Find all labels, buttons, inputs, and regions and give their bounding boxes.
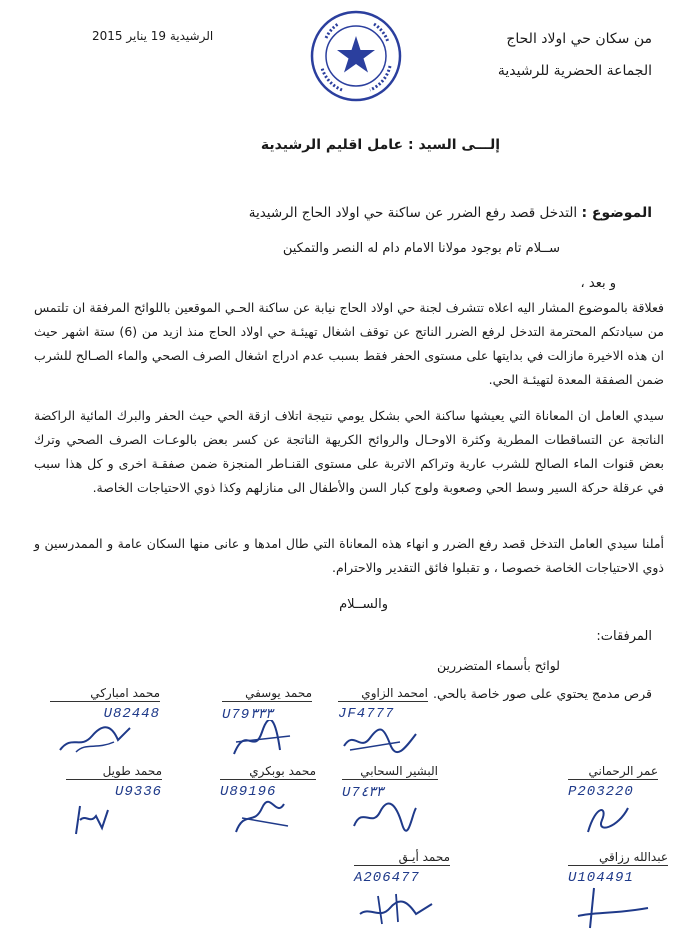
- signatory-id: JF4777: [338, 706, 395, 722]
- signatory-7: [66, 764, 162, 800]
- signatory-4: [568, 764, 658, 800]
- sender-line-2: الجماعة الحضرية للرشيدية: [497, 63, 652, 79]
- handwritten-signature-icon: [574, 884, 654, 932]
- body-paragraph-2: سيدي العامل ان المعاناة التي يعيشها ساكنة الحي بشكل يومي نتيجة اتلاف ازقة الحي حيث الحفر والبرك المائية الراكضة الناتجة عن التساقطات المطرية وكثرة الاوحـال والروائح الكريهة الناتجة عن كسر بعض بالوعـات الصرف الصحي وترك بعض قنوات الماء الصالح للشرب عارية وتراكم الاتربة على مستوى القنـاطر المنجزة ضمن صفقـة اخرى و كل هذا سبب في عرقلة حركة السير وسط الحي وصعوبة ولوج كبار السن والأطفال الى منازلهم وكذا ذوي الاحتياجات الخاصة.: [34, 408, 664, 495]
- signatory-name: امحمد الزاوي: [338, 686, 428, 702]
- signatory-name: عبدالله رزاقي: [568, 850, 668, 866]
- handwritten-signature-icon: [228, 798, 298, 838]
- body-paragraph-1: فعلاقة بالموضوع المشار اليه اعلاه تتشرف لجنة حي اولاد الحاج نيابة عن ساكنة الحـي الموقعين باللوائح المرفقة ان تلتمس من سيادتكم المحترمة التدخل لرفع الضرر الناتج عن توقف اشغال تهيئـة حي اولاد الحاج منذ ازيد من (6) ستة اشهر حيث ان هذه الاخيرة مازالت في بدايتها على مستوى الحفر فقط بسبب عدم ادراج اشغال الصرف الصحي والماء الصـالح للشرب ضمن الصفقة المعدة لتهيئـة الحي.: [34, 300, 665, 387]
- signatory-name: محمد يوسفي: [222, 686, 312, 702]
- subject-label: الموضوع :: [581, 205, 652, 221]
- signatory-id: U82448: [103, 706, 160, 722]
- signatory-6: [220, 764, 316, 800]
- signatory-id: U89196: [220, 784, 277, 800]
- handwritten-signature-icon: [340, 720, 420, 756]
- body-paragraph-3: أملنا سيدي العامل التدخل قصد رفع الضرر و انهاء هذه المعاناة التي طال امدها و عانى منها السكان عامة و الممدرسين و ذوي الاحتياجات الخاصة خصوصا ، و تقبلوا فائق التقدير والاحترام.: [34, 536, 664, 575]
- signatory-1: [338, 686, 428, 722]
- closing-line: والســلام: [339, 597, 388, 612]
- opening-line: و بعد ،: [580, 276, 616, 291]
- attachment-item-2: قرص مدمج يحتوي على صور خاصة بالحي.: [433, 686, 652, 701]
- handwritten-signature-icon: [68, 798, 128, 838]
- signatory-id: U9336: [114, 784, 162, 800]
- signatory-2: [222, 686, 312, 723]
- recipient-line: إلـــى السيد : عامل اقليم الرشيدية: [260, 137, 500, 153]
- signatory-id: P203220: [568, 784, 634, 800]
- subject-line: [249, 206, 652, 221]
- signatory-id: A206477: [354, 870, 420, 886]
- stamp-seal-icon: [308, 8, 404, 104]
- letter-date: الرشيدية 19 يناير 2015: [92, 29, 214, 43]
- signatory-name: محمد طويل: [66, 764, 162, 780]
- official-stamp: [308, 8, 404, 104]
- sender-line-1: من سكان حي اولاد الحاج: [506, 31, 652, 47]
- signatory-name: عمر الرحماني: [568, 764, 658, 780]
- subject-text: التدخل قصد رفع الضرر عن ساكنة حي اولاد الحاج الرشيدية: [248, 205, 578, 221]
- signatory-3: [50, 686, 160, 722]
- signatory-name: محمد أيـق: [354, 850, 450, 866]
- handwritten-signature-icon: [356, 884, 436, 928]
- signatory-name: محمد بوبكري: [220, 764, 316, 780]
- handwritten-signature-icon: [228, 720, 298, 760]
- signatory-id: U79٣٣٣: [222, 707, 273, 723]
- greeting-line: ســلام تام بوجود مولانا الامام دام له النصر والتمكين: [282, 241, 560, 256]
- handwritten-signature-icon: [56, 720, 136, 756]
- signatory-name: محمد امباركي: [50, 686, 160, 702]
- attachments-label: المرفقات:: [596, 629, 652, 644]
- signatory-9: [354, 850, 450, 886]
- signatory-id: U104491: [568, 870, 634, 886]
- handwritten-signature-icon: [350, 798, 420, 834]
- signatory-5: [342, 764, 438, 801]
- handwritten-signature-icon: [578, 798, 638, 838]
- attachment-item-1: لوائح بأسماء المتضررين: [437, 658, 560, 673]
- signatory-8: [568, 850, 668, 886]
- signatory-id: U7٤٣٣: [342, 785, 384, 801]
- signatory-name: البشير السحابي: [342, 764, 438, 780]
